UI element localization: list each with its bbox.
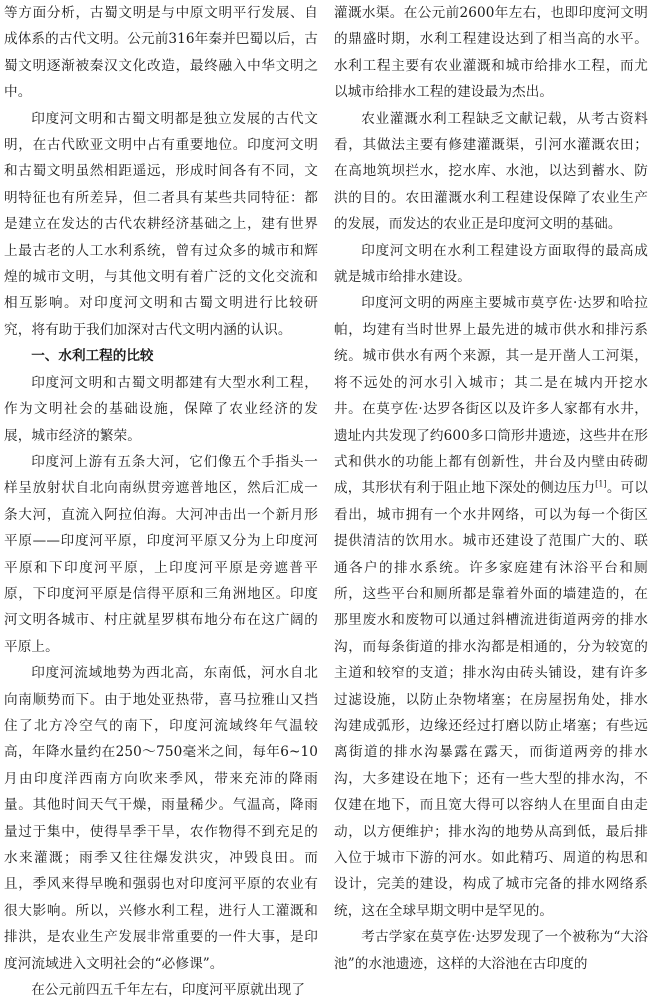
paragraph: 印度河上游有五条大河，它们像五个手指头一样呈放射状自北向南纵贯旁遮普地区，然后汇成一条大河，直流入阿拉伯海。大河冲击出一个新月形平原——印度河平原，印度河平原又分为上印度河平原和下印度河平原，上印度河平原是旁遮普平原，下印度河平原是信得平原和三角洲地区。印度河文明各城市、村庄就星罗棋布地分布在这广阔的平原上。 — [4, 453, 318, 655]
right-column — [334, 0, 648, 977]
paragraph-text: 印度河文明的两座主要城市莫亨佐·达罗和哈拉帕，均建有当时世界上最先进的城市供水和排污系统。城市供水有两个来源，其一是开凿人工河渠，将不远处的河水引入城市；其二是在城内开挖水井。在莫亨佐·达罗各街区以及许多人家都有水井，遗址内共发现了约600多口筒形井遗迹，这些井在形式和供水的功能上都有创新性，井台及内壁由砖砌成，其形状有利于阻止地下深处的侧边压力 — [334, 295, 648, 497]
section-heading: 一、水利工程的比较 — [31, 348, 154, 365]
left-column — [4, 0, 318, 1003]
paragraph: 在公元前四五千年左右，印度河平原就出现了 — [31, 982, 306, 999]
paragraph: 印度河流域地势为西北高，东南低，河水自北向南顺势而下。由于地处亚热带，喜马拉雅山又挡住了北方冷空气的南下，印度河流域终年气温较高，年降水量约在250～750毫米之间，每年6~10月由印度洋西南方向吹来季风，带来充沛的降雨量。其他时间天气干燥，雨量稀少。气温高，降雨量过于集中，使得旱季干旱，农作物得不到充足的水来灌溉；雨季又往往爆发洪灾，冲毁良田。而且，季风来得早晚和强弱也对印度河平原的农业有很大影响。所以，兴修水利工程，进行人工灌溉和排洪，是农业生产发展非常重要的一件大事，是印度河流域进入文明社会的“必修课”。 — [4, 665, 318, 972]
paragraph — [334, 290, 648, 924]
paragraph: 农业灌溉水利工程缺乏文献记载，从考古资料看，其做法主要有修建灌溉渠，引河水灌溉农田；在高地筑坝拦水，挖水库、水池，以达到蓄水、防洪的目的。农田灌溉水利工程建设保障了农业生产的发展，而发达的农业正是印度河文明的基础。 — [334, 110, 648, 233]
paragraph: 等方面分析，古蜀文明是与中原文明平行发展、自成体系的古代文明。公元前316年秦并巴蜀以后，古蜀文明逐渐被秦汉文化改造，最终融入中华文明之中。 — [4, 5, 318, 101]
footnote-reference[interactable]: [1] — [595, 479, 607, 489]
paragraph: 印度河文明在水利工程建设方面取得的最高成就是城市给排水建设。 — [334, 242, 648, 286]
paragraph-text: 。可以看出，城市拥有一个水井网络，可以为每一个街区提供清洁的饮用水。城市还建设了范围广大的、联通各户的排水系统。许多家庭建有沐浴平台和厕所，这些平台和厕所都是靠着外面的墙建造的，在那里废水和废物可以通过斜槽流进街道两旁的排水沟，而每条街道的排水沟都是相通的，分为较宽的主道和较窄的支道；排水沟由砖头铺设，建有许多过滤设施，以防止杂物堵塞；在房屋拐角处，排水沟建成弧形，边缘还经过打磨以防止堵塞；有些远离街道的排水沟暴露在露天，而街道两旁的排水沟，大多建设在地下；还有一些大型的排水沟，不仅建在地下，而且宽大得可以容纳人在里面自由走动，以方便维护；排水沟的地势从高到低，最后排入位于城市下游的河水。如此精巧、周道的构思和设计，完美的建设，构成了城市完备的排水网络系统，这在全球早期文明中是罕见的。 — [334, 480, 648, 919]
paragraph: 印度河文明和古蜀文明都是独立发展的古代文明，在古代欧亚文明中占有重要地位。印度河文明和古蜀文明虽然相距遥远，形成时间各有不同，文明特征也有所差异，但二者具有某些共同特征：都是建立在发达的古代农耕经济基础之上，建有世界上最古老的人工水利系统，曾有过众多的城市和辉煌的城市文明，与其他文明有着广泛的文化交流和相互影响。对印度河文明和古蜀文明进行比较研究，将有助于我们加深对古代文明内涵的认识。 — [4, 110, 318, 338]
paragraph: 灌溉水渠。在公元前2600年左右，也即印度河文明的鼎盛时期，水利工程建设达到了相当高的水平。水利工程主要有农业灌溉和城市给排水工程，而尤以城市给排水工程的建设最为杰出。 — [334, 5, 648, 101]
paragraph: 考古学家在莫亨佐·达罗发现了一个被称为“大浴池”的水池遗迹，这样的大浴池在古印度的 — [334, 929, 648, 972]
paragraph: 印度河文明和古蜀文明都建有大型水利工程，作为文明社会的基础设施，保障了农业经济的发展，城市经济的繁荣。 — [4, 374, 318, 444]
